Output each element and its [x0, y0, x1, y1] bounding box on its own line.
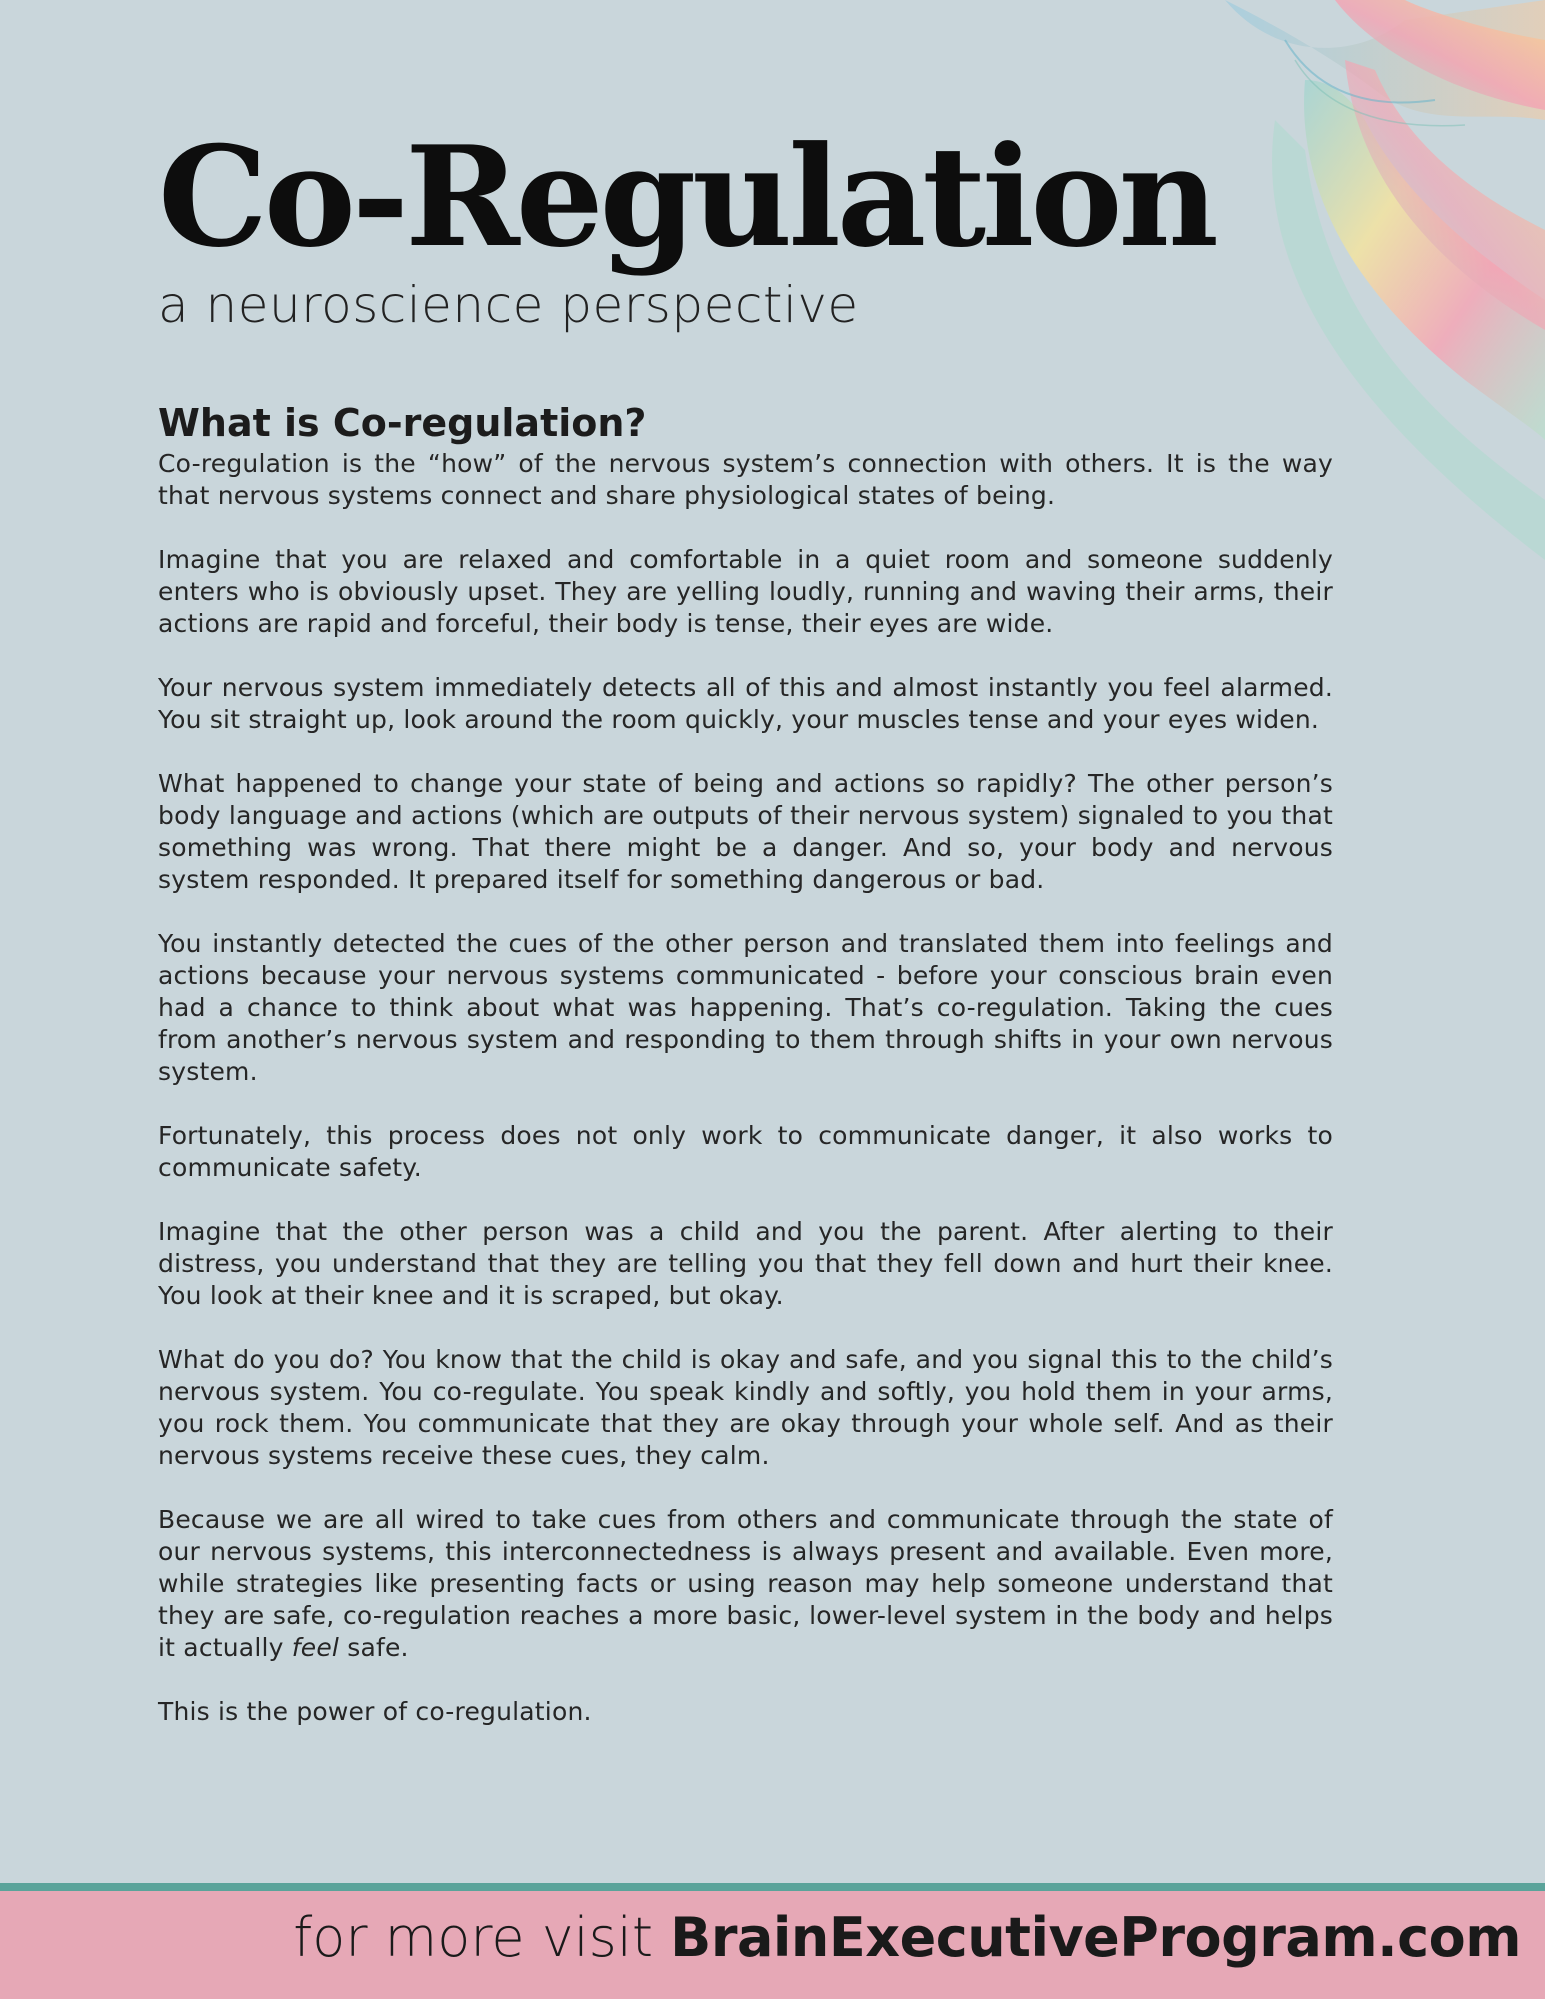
paragraph-text: safe.	[339, 1633, 409, 1662]
paragraph: Fortunately, this process does not only work to communicate danger, it also works to communicate safety.	[158, 1121, 1333, 1182]
page-subtitle: a neuroscience perspective	[158, 276, 859, 334]
document-body	[158, 115, 1333, 1760]
paragraph: What do you do? You know that the child is okay and safe, and you signal this to the child’s nervous system. You co-regulate. You speak kindly and softly, you hold them in your arms, you rock them. You communicate that they are okay through your whole self. And as their nervous systems receive these cues, they calm.	[158, 1345, 1333, 1470]
website-link[interactable]: BrainExecutiveProgram.com	[670, 1906, 1521, 1969]
paragraph	[158, 1504, 1333, 1664]
paragraph: Your nervous system immediately detects all of this and almost instantly you feel alarmed. You sit straight up, look around the room quickly, your muscles tense and your eyes widen.	[158, 673, 1333, 734]
paragraph: Co-regulation is the “how” of the nervous system’s connection with others. It is the way that nervous systems connect and share physiological states of being.	[158, 449, 1333, 510]
paragraph-text: Because we are all wired to take cues from others and communicate through the state of our nervous systems, this interconnectedness is always present and available. Even more, while strategies like presenting facts or using reason may help someone understand that they are safe, co-regulation reaches a more basic, lower-level system in the body and helps it actually	[158, 1505, 1333, 1662]
closing-paragraph: This is the power of co-regulation.	[158, 1697, 592, 1726]
paragraph: You instantly detected the cues of the other person and translated them into feelings and actions because your nervous systems communicated - before your conscious brain even had a chance to think about what was happening. That’s co-regulation. Taking the cues from another’s nervous system and responding to them through shifts in your own nervous system.	[158, 929, 1333, 1086]
footer-cta	[293, 1906, 1521, 1969]
page-title: Co-Regulation	[158, 115, 1215, 278]
emphasis-text: feel	[291, 1633, 340, 1662]
footer-lead-text: for more visit	[293, 1906, 671, 1969]
footer-banner	[0, 1891, 1545, 1999]
footer-divider	[0, 1883, 1545, 1891]
paragraph: Imagine that the other person was a child and you the parent. After alerting to their distress, you understand that they are telling you that they fell down and hurt their knee. You look at their knee and it is scraped, but okay.	[158, 1217, 1333, 1310]
paragraph: What happened to change your state of being and actions so rapidly? The other person’s body language and actions (which are outputs of their nervous system) signaled to you that something was wrong. That there might be a danger. And so, your body and nervous system responded. It prepared itself for something dangerous or bad.	[158, 769, 1333, 894]
paragraph: Imagine that you are relaxed and comfortable in a quiet room and someone suddenly enters who is obviously upset. They are yelling loudly, running and waving their arms, their actions are rapid and forceful, their body is tense, their eyes are wide.	[158, 545, 1333, 638]
section-heading: What is Co-regulation?	[158, 401, 647, 445]
